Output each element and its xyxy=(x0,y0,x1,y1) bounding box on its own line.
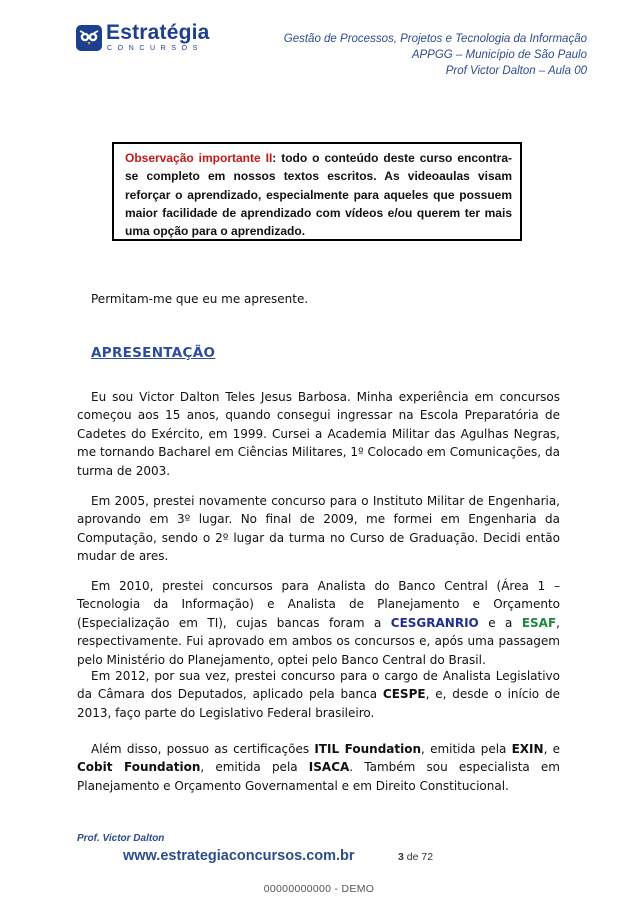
esaf-highlight: ESAF xyxy=(521,615,557,630)
page-current: 3 xyxy=(398,851,404,863)
footer-author: Prof. Victor Dalton xyxy=(77,833,165,844)
paragraph-5 xyxy=(77,740,560,795)
cesgranrio-highlight: CESGRANRIO xyxy=(390,615,479,630)
paragraph-4-text-b: , e, desde o início de 2013, faço parte do Legislativo Federal brasileiro. xyxy=(77,687,560,720)
isaca-highlight: ISACA xyxy=(308,760,350,775)
page-separator: de xyxy=(403,851,422,863)
page-number xyxy=(398,851,433,863)
itil-highlight: ITIL Foundation xyxy=(314,742,422,756)
paragraph-4-text-a: Em 2012, por sua vez, prestei concurso para o cargo de Analista Legislativo da Câmara dos Deputados, aplicado pela banca xyxy=(77,669,560,702)
paragraph-2: Em 2005, prestei novamente concurso para o Instituto Militar de Engenharia, aprovando em 3º lugar. No final de 2009, me formei em Engenharia da Computação, sendo o 2º lugar da turma no Curso de Graduação. Decidi então mudar de ares. xyxy=(77,494,560,564)
paragraph-5-text-e: . Também sou especialista em Planejamento e Orçamento Governamental e em Direito Constitucional. xyxy=(77,760,560,793)
intro-text: Permitam-me que eu me apresente. xyxy=(91,292,309,306)
page-total: 72 xyxy=(421,851,434,863)
paragraph-3-text-b: e a xyxy=(478,615,522,630)
paragraph-5-text-b: , emitida pela xyxy=(421,742,512,756)
owl-logo-icon xyxy=(76,25,102,51)
header-exam: APPGG – Município de São Paulo xyxy=(411,49,587,61)
paragraph-5-text-d: , emitida pela xyxy=(200,760,309,775)
paragraph-3-text-a: Em 2010, prestei concursos para Analista do Banco Central (Área 1 – Tecnologia da Informação) e Analista de Planejamento e Orçamento (Especialização em TI), cujas bancas foram a xyxy=(77,579,560,630)
observation-label: Observação importante II xyxy=(125,151,273,165)
logo-name: Estratégia xyxy=(106,21,210,44)
demo-watermark: 00000000000 - DEMO xyxy=(263,883,375,895)
estrategia-logo xyxy=(76,21,210,58)
section-title: APRESENTAÇÃO xyxy=(91,345,216,361)
page-header xyxy=(284,31,587,79)
paragraph-3 xyxy=(77,577,560,669)
header-lesson: Prof Victor Dalton – Aula 00 xyxy=(445,65,587,77)
paragraph-4 xyxy=(77,667,560,722)
paragraph-5-text-a: Além disso, possuo as certificações xyxy=(91,742,315,756)
cobit-highlight: Cobit Foundation xyxy=(77,760,201,775)
observation-text: todo o conteúdo deste curso encontra-se completo em nossos textos escritos. As videoaulas visam reforçar o aprendizado, especialmente para aqueles que possuem maior facilidade de aprendizado com vídeos e/ou querem ter mais uma opção para o aprendizado. xyxy=(125,151,512,239)
exin-highlight: EXIN xyxy=(511,742,544,756)
paragraph-3-text-c: , respectivamente. Fui aprovado em ambos os concursos e, após uma passagem pelo Ministério do Planejamento, optei pelo Banco Central do Brasil. xyxy=(77,615,560,667)
footer-website-link[interactable]: www.estrategiaconcursos.com.br xyxy=(123,848,355,864)
paragraph-1: Eu sou Victor Dalton Teles Jesus Barbosa. Minha experiência em concursos começou aos 15 anos, quando consegui ingressar na Escola Preparatória de Cadetes do Exército, em 1999. Cursei a Academia Militar das Agulhas Negras, me tornando Bacharel em Ciências Militares, 1º Colocado em Comunicações, da turma de 2003. xyxy=(77,390,560,478)
header-course-title: Gestão de Processos, Projetos e Tecnologia da Informação xyxy=(283,33,587,45)
cespe-highlight: CESPE xyxy=(382,687,426,702)
observation-colon: : xyxy=(272,151,277,165)
observation-box xyxy=(112,142,522,241)
paragraph-5-text-c: , e xyxy=(543,742,560,756)
logo-tagline: CONCURSOS xyxy=(107,45,203,52)
